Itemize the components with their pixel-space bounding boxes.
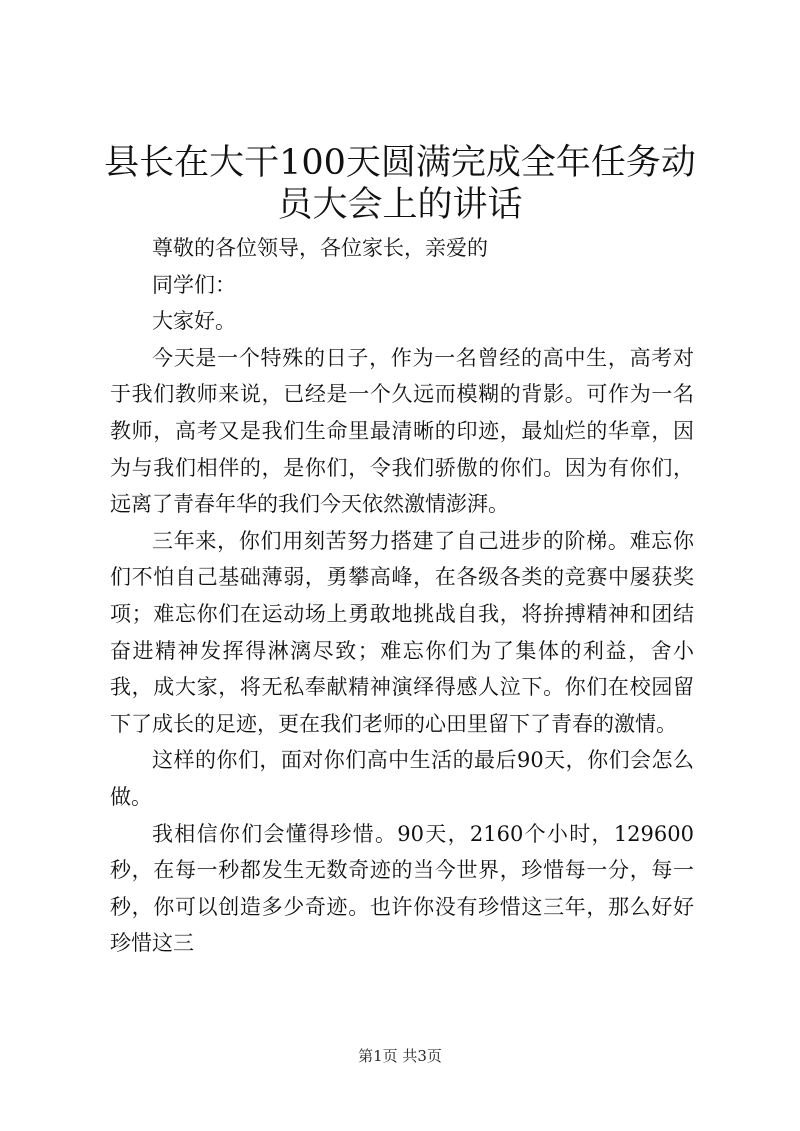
paragraph-salutation-cont: 同学们： [152,272,236,297]
paragraph-salutation: 尊敬的各位领导，各位家长，亲爱的 [152,236,488,260]
paragraph-1: 今天是一个特殊的日子，作为一名曾经的高中生，高考对于我们教师来说，已经是一个久远而模糊的背影。可作为一名教师，高考又是我们生命里最清晰的印迹，最灿烂的华章，因为与我们相伴的，是你们，令我们骄傲的你们。因为有你们，远离了青春年华的我们今天依然激情澎湃。 [110,345,694,517]
document-body [110,230,694,962]
document-title: 县长在大干100天圆满完成全年任务动员大会上的讲话 [104,143,696,225]
paragraph-4: 我相信你们会懂得珍惜。90天，2160个小时，129600秒，在每一秒都发生无数奇迹的当今世界，珍惜每一分，每一秒，你可以创造多少奇迹。也许你没有珍惜这三年，那么好好珍惜这三 [110,821,694,956]
page-footer: 第1页 共3页 [358,1047,442,1065]
paragraph-2: 三年来，你们用刻苦努力搭建了自己进步的阶梯。难忘你们不怕自己基础薄弱，勇攀高峰，在各级各类的竞赛中屡获奖项；难忘你们在运动场上勇敢地挑战自我，将拚搏精神和团结奋进精神发挥得淋漓尽致；难忘你们为了集体的利益，舍小我，成大家，将无私奉献精神演绎得感人泣下。你们在校园留下了成长的足迹，更在我们老师的心田里留下了青春的激情。 [110,528,694,736]
paragraph-3: 这样的你们，面对你们高中生活的最后90天，你们会怎么做。 [110,748,694,809]
paragraph-greeting: 大家好。 [152,309,236,334]
